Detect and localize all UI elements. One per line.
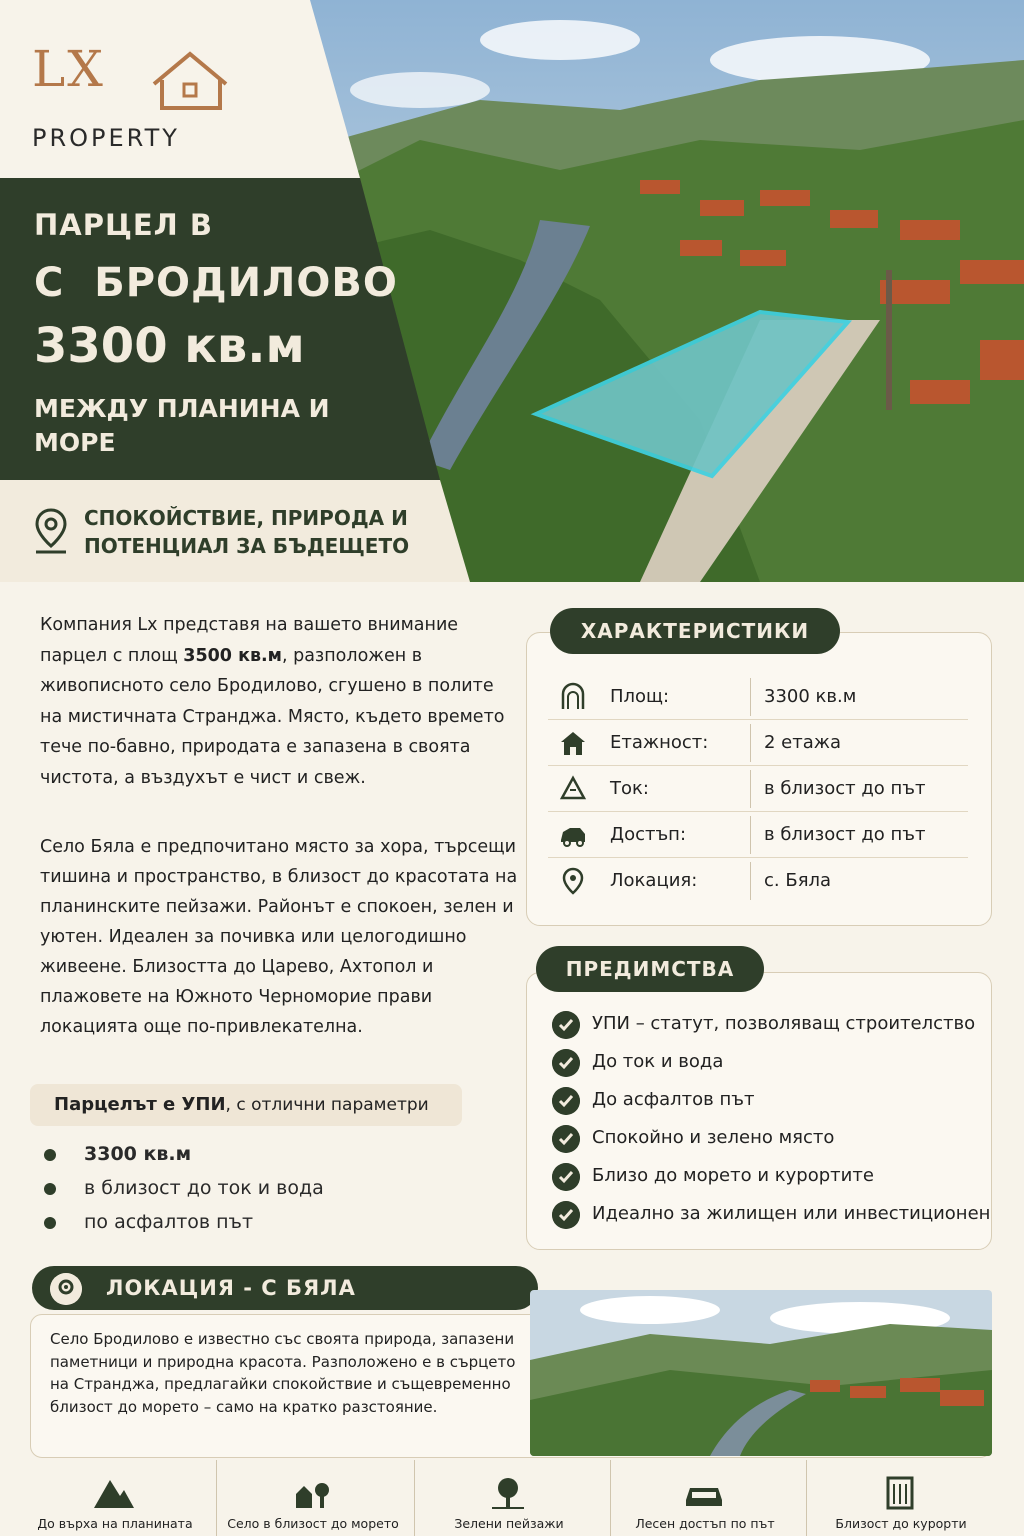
- logo-name: PROPERTY: [32, 124, 180, 152]
- intro-paragraph: [40, 610, 520, 793]
- advantage-text: Спокойно и зелено място: [592, 1127, 835, 1148]
- tree-icon: [484, 1474, 532, 1512]
- mountain-icon: [90, 1474, 138, 1512]
- char-label: Ток:: [610, 778, 649, 799]
- advantage-text: УПИ – статут, позволяващ строителство: [592, 1013, 976, 1034]
- char-label: Достъп:: [610, 824, 687, 845]
- advantages-title: ПРЕДИМСТВА: [536, 946, 764, 992]
- advantage-text: Идеално за жилищен или инвестиционен: [592, 1203, 991, 1224]
- divider: [806, 1460, 807, 1536]
- footer-label: Близост до курорти: [835, 1516, 967, 1531]
- hero-title-line2: С БРОДИЛОВО: [34, 260, 398, 306]
- bullet-text: 3300 кв.м: [84, 1143, 192, 1165]
- hero-subtitle: МЕЖДУ ПЛАНИНА И МОРЕ: [34, 394, 330, 457]
- char-row-location: [548, 858, 968, 904]
- divider: [750, 816, 751, 854]
- divider: [750, 724, 751, 762]
- check-icon: [552, 1087, 580, 1115]
- char-label: Етажност:: [610, 732, 709, 753]
- char-label: Локация:: [610, 870, 698, 891]
- char-value: 3300 кв.м: [764, 686, 857, 707]
- footer-label: До върха на планината: [37, 1516, 193, 1531]
- location-title: ЛОКАЦИЯ - С БЯЛА: [106, 1276, 356, 1300]
- location-text: Село Бродилово е известно със своята природа, запазени паметници и природна красота. Разположено е в сърцето на Странджа, предлагайки спокойствие и същевременно близост до морето – само на кратко разстояние.: [50, 1330, 516, 1416]
- company-logo: [32, 40, 232, 160]
- bullet-text: в близост до ток и вода: [84, 1177, 324, 1199]
- footer-label: Село в близост до морето: [227, 1516, 399, 1531]
- divider: [216, 1460, 217, 1536]
- bullet-dot: [44, 1217, 56, 1229]
- divider: [414, 1460, 415, 1536]
- check-icon: [552, 1049, 580, 1077]
- upi-text: [54, 1094, 429, 1115]
- house-icon: [558, 728, 588, 758]
- check-icon: [552, 1125, 580, 1153]
- location-pin-icon: [30, 506, 72, 558]
- location-pin-icon: [50, 1273, 82, 1305]
- intro-area: 3500 кв.м: [183, 645, 282, 666]
- village-paragraph: Село Бяла е предпочитано място за хора, търсещи тишина и пространство, в близост до красотата на планинските пейзажи. Районът е спокоен, зелен и уютен. Идеален за почивка или целогодишно живеене. Близостта до Царево, Ахтопол и плажовете на Южното Черноморие прави локацията още по-привлекателна.: [40, 837, 518, 1037]
- divider: [610, 1460, 611, 1536]
- check-icon: [552, 1011, 580, 1039]
- advantage-item: [552, 1200, 991, 1234]
- char-row-power: [548, 766, 968, 812]
- footer-label: Лесен достъп по път: [635, 1516, 775, 1531]
- footer-item: [806, 1466, 996, 1536]
- advantage-text: До ток и вода: [592, 1051, 724, 1072]
- check-icon: [552, 1201, 580, 1229]
- footer-item: [610, 1466, 800, 1536]
- divider: [750, 770, 751, 808]
- char-value: 2 етажа: [764, 732, 842, 753]
- char-value: в близост до път: [764, 824, 926, 845]
- building-icon: [876, 1474, 924, 1512]
- footer-item: [414, 1466, 604, 1536]
- footer-item: [20, 1466, 210, 1536]
- car-icon: [558, 820, 588, 850]
- advantage-item: [552, 1162, 982, 1196]
- upi-rest: , с отлични параметри: [225, 1095, 429, 1115]
- bullet-text: по асфалтов път: [84, 1211, 254, 1233]
- house-logo-icon: [150, 50, 236, 112]
- advantage-item: [552, 1124, 982, 1158]
- advantage-item: [552, 1086, 982, 1120]
- logo-mark: LX: [32, 40, 105, 98]
- char-value: с. Бяла: [764, 870, 832, 891]
- characteristics-title: ХАРАКТЕРИСТИКИ: [550, 608, 840, 654]
- divider: [750, 678, 751, 716]
- hero-title-line1: ПАРЦЕЛ В: [34, 208, 213, 242]
- car-front-icon: [680, 1474, 728, 1512]
- intro-text-a: Компания Lx представя на вашето внимание парцел с площ: [40, 615, 459, 666]
- advantage-item: [552, 1010, 982, 1044]
- recycle-icon: [558, 774, 588, 804]
- advantage-text: Близо до морето и курортите: [592, 1165, 874, 1186]
- hero-area: 3300 кв.м: [34, 318, 305, 374]
- char-row-area: [548, 674, 968, 720]
- divider: [750, 862, 751, 900]
- char-row-access: [548, 812, 968, 858]
- village-icon: [288, 1474, 336, 1512]
- char-value: в близост до път: [764, 778, 926, 799]
- intro-text-b: , разположен в живописното село Бродилово, сгушено в полите на мистичната Странджа. Място, където времето тече по-бавно, природата е запазена в своята чистота, а въздухът е чист и свеж.: [40, 645, 505, 788]
- footer-item: [218, 1466, 408, 1536]
- footer-label: Зелени пейзажи: [454, 1516, 564, 1531]
- hero-slogan: СПОКОЙСТВИЕ, ПРИРОДА И ПОТЕНЦИАЛ ЗА БЪДЕЩЕТО: [84, 506, 410, 558]
- check-icon: [552, 1163, 580, 1191]
- char-row-floors: [548, 720, 968, 766]
- footer-features: [0, 1466, 1024, 1536]
- advantage-item: [552, 1048, 982, 1082]
- char-label: Площ:: [610, 686, 670, 707]
- location-pin-icon: [558, 866, 588, 896]
- advantage-text: До асфалтов път: [592, 1089, 755, 1110]
- arch-icon: [558, 682, 588, 712]
- upi-bold: Парцелът е УПИ: [54, 1094, 226, 1115]
- village-photo: [530, 1290, 992, 1456]
- bullet-dot: [44, 1149, 56, 1161]
- bullet-dot: [44, 1183, 56, 1195]
